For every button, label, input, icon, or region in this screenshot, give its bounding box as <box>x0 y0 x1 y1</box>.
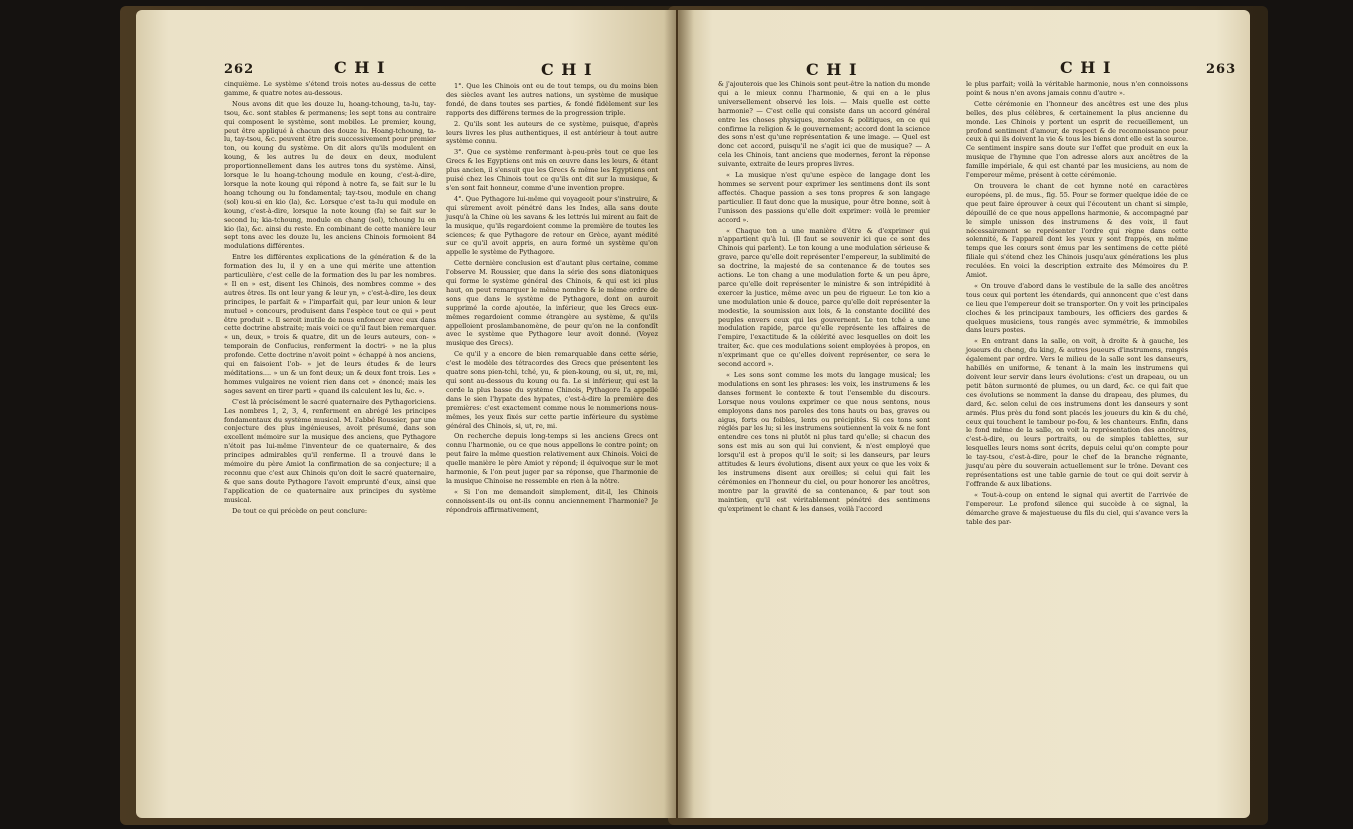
left-page <box>136 10 676 818</box>
paragraph: 4°. Que Pythagore lui-même qui voyageoit pour s'instruire, & qui sûrement avoit pénétré dans les Indes, alla sans doute jusqu'à la Chine où les savans & les lettrés lui mirent au fait de la musique, qu'ils regardoient comme la première de toutes les sciences; & que Pythagore de retour en Grèce, ayant médité sur ce qu'il avoit appris, en aura formé un système qu'on appelle le système de Pythagore. <box>446 194 658 257</box>
running-head: C H I <box>1060 58 1112 77</box>
paragraph: « En entrant dans la salle, on voit, à droite & à gauche, les joueurs du cheng, du king, & autres joueurs d'instrumens, rangés également par ordre. Vers le milieu de la salle sont les danseurs, habillés en uniforme, & tenant à la main les instrumens qui doivent leur servir dans leurs évolutions: c'est un drapeau, ou un petit bâton surmonté de plumes, ou un dard, &c. ce qui fait que ces évolutions se nomment la danse du drapeau, des plumes, du dard, &c. selon celui de ces instrumens dont les danseurs y sont armés. Plus près du fond sont placés les joueurs du kin & du ché, ceux qui touchent le tambour po-fou, & les chanteurs. Enfin, dans le fond même de la salle, on voit la représentation des ancêtres, c'est-à-dire, ou leurs portraits, ou de simples tablettes, sur lesquelles leurs noms sont écrits, depuis celui qu'on compte pour le tay-tsou, c'est-à-dire, pour le chef de la branche régnante, jusqu'au père du souverain actuellement sur le trône. Devant ces représentations est une table garnie de tout ce qui doit servir à l'offrande & aux libations. <box>966 337 1188 488</box>
paragraph: & j'ajouterois que les Chinois sont peut-être la nation du monde qui a le mieux connu l'harmonie, & qui en a le plus universellement observé les lois. — Mais quelle est cette harmonie? — C'est celle qui consiste dans un accord général entre les choses physiques, morales & politiques, en ce qui confirme la religion & le gouvernement; accord dont la science des sons n'est qu'une représentation & une image. — Quel est donc cet accord, puisqu'il ne s'agit ici que de musique? — A cela les Chinois, tant anciens que modernes, feront la réponse suivante, extraite de leurs propres livres. <box>718 80 930 169</box>
paragraph: 3°. Que ce système renfermant à-peu-près tout ce que les Grecs & les Egyptiens ont mis en œuvre dans les leurs, & étant plus ancien, il s'ensuit que les Grecs & même les Egyptiens ont puisé chez les Chinois tout ce qu'ils ont dit sur la musique, & s'en sont fait honneur, comme d'une invention propre. <box>446 148 658 192</box>
page-number: 262 <box>224 62 255 77</box>
text-column-2 <box>446 82 658 517</box>
paragraph: Cette cérémonie en l'honneur des ancêtres est une des plus belles, des plus célèbres, & certainement la plus ancienne du monde. Les Chinois y portent un esprit de recueillement, un profond sentiment d'amour, de respect & de reconnoissance pour ceux à qui ils doivent la vie & tous les biens dont elle est la source. Ce sentiment inspire sans doute sur l'effet que produit en eux la musique de l'hymne que l'on adresse alors aux ancêtres de la famille impériale, & qui est chanté par les musiciens, au nom de l'empereur même, présent à cette cérémonie. <box>966 99 1188 180</box>
book-gutter <box>664 10 694 818</box>
column-head: C H I <box>541 60 593 79</box>
text-column-1 <box>224 80 436 518</box>
paragraph: le plus parfait; voilà la véritable harmonie, nous n'en connoissons point & nous n'en avons jamais connu d'autre ». <box>966 80 1188 97</box>
paragraph: « Chaque ton a une manière d'être & d'exprimer qui n'appartient qu'à lui. (Il faut se souvenir ici que ce sont des Chinois qui parlent). Le ton koung a une modulation sérieuse & grave, parce qu'elle doit représenter l'empereur, la sublimité de sa doctrine, la majesté de sa contenance & de toutes ses actions. Le ton chang a une modulation forte & un peu âpre, parce qu'elle doit représenter le ministre & son intrépidité à exercer la justice, même avec un peu de rigueur. Le ton kio a une modulation unie & douce, parce qu'elle doit représenter la modestie, la soumission aux lois, & la constante docilité des peuples envers ceux qui les gouvernent. Le ton tché a une modulation rapide, parce qu'elle représente les affaires de l'empire, l'exactitude & la célérité avec lesquelles on doit les traiter, &c. que ces modulations soient employées à propos, en n'exprimant que ce qu'elles doivent représenter, ce sera le second accord ». <box>718 226 930 369</box>
paragraph: 1°. Que les Chinois ont eu de tout temps, ou du moins bien des siècles avant les autres nations, un système de musique fondé, de dans toutes ses parties, & fondé fidèlement sur les rapports des différens termes de la progression triple. <box>446 82 658 117</box>
paragraph: « La musique n'est qu'une espèce de langage dont les hommes se servent pour exprimer les sentimens dont ils sont affectés. Chaque passion a ses tons propres & son langage particulier. Il faut donc que la musique, pour être bonne, soit à l'unisson des passions qu'elle doit exprimer: voilà le premier accord ». <box>718 171 930 224</box>
paragraph: cinquième. Le système s'étend trois notes au-dessus de cette gamme, & quatre notes au-dessous. <box>224 80 436 97</box>
paragraph: On recherche depuis long-temps si les anciens Grecs ont connu l'harmonie, ou ce que nous appellons le contre point; on peut faire la même question relativement aux Chinois. Voici de quelle manière le père Amiot y répond; il équivoque sur le mot harmonie, & l'on peut juger par sa réponse, que l'harmonie de la musique Chinoise ne ressemble en rien à la nôtre. <box>446 432 658 485</box>
paragraph: Ce qu'il y a encore de bien remarquable dans cette série, c'est le modèle des tétracordes des Grecs que présentent les quatre sons pien-tchi, tché, yu, & pien-koung, ou si, ut, re, mi, qui sont au-dessous du koung ou fa. Le si inférieur, qui est la corde la plus basse du système Chinois, Pythagore l'a appellé dans le sien l'hypate des hypates, c'est-à-dire la première des premières: c'est exactement comme nous le nommerions nous-mêmes, les yeux fixés sur cette partie inférieure du système général des Chinois, si, ut, re, mi. <box>446 350 658 430</box>
paragraph: « On trouve d'abord dans le vestibule de la salle des ancêtres tous ceux qui portent les étendards, qui annoncent que c'est dans ce lieu que l'empereur doit se transporter. On y voit les principales cloches & les principaux tambours, les officiers des gardes & quelques musiciens, tous rangés avec symmétrie, & immobiles dans leurs postes. <box>966 281 1188 335</box>
paragraph: « Les sons sont comme les mots du langage musical; les modulations en sont les phrases: les voix, les instrumens & les danses forment le contexte & tout l'ensemble du discours. Lorsque nous voulons exprimer ce que nous sentons, nous employons dans nos paroles des tons hauts ou bas, graves ou aigus, forts ou foibles, lents ou précipités. Si ces tons sont réglés par les lu; si les instrumens soutiennent la voix & ne font entendre ces tons ni plutôt ni plus tard qu'elle; si chacun des sons est mis au son qui lui convient, & n'est employé que lorsqu'il est à propos qu'il le soit; si les danseurs, par leurs attitudes & leurs évolutions, disent aux yeux ce que les voix & les instrumens disent aux oreilles; si celui qui fait les cérémonies en l'honneur du ciel, ou pour honorer les ancêtres, montre par la gravité de sa contenance, & par tout son maintien, qu'il est véritablement pénétré des sentimens qu'expriment le chant & les danses, voilà l'accord <box>718 371 930 513</box>
paragraph: 2. Qu'ils sont les auteurs de ce système, puisque, d'après leurs livres les plus authentiques, il est antérieur à tout autre système connu. <box>446 119 658 146</box>
text-column-1 <box>718 80 930 516</box>
page-number: 263 <box>1206 62 1237 77</box>
right-page <box>678 10 1250 818</box>
paragraph: Nous avons dit que les douze lu, hoang-tchoung, ta-lu, tay-tsou, &c. sont stables & permanens; les sept tons au contraire qui composent le système, sont mobiles. Le premier, koung, peut être appliqué à chacun des douze lu. Hoang-tchoung, ta-lu, tay-tsou, &c. peuvent être pris successivement pour premier ton, ou koung du système. On dit alors qu'ils modulent en koung, & les autres lu de deux en deux, modulent proportionnellement dans les autres tons du système. Ainsi, lorsque le lu hoang-tchoung module en koung, c'est-à-dire, lorsque la note koung qui répond à notre fa, se fait sur le lu hoang tchoung ou lu fondamental; tay-tsou, module en chang (sol) kou-si en kio (la), &c. Lorsque c'est ta-lu qui module en koung, c'est-à-dire, lorsque la note koung (fa) se fait sur le second lu; kia-tchoung, module en chang (sol), tchoung lu en kio (la), &c. ainsi du reste. En combinant de cette manière leur sept tons avec les douze lu, les anciens Chinois formoient 84 modulations différentes. <box>224 99 436 251</box>
paragraph: « Si l'on me demandoit simplement, dit-il, les Chinois connoissent-ils ou ont-ils connu anciennement l'harmonie? Je répondrois affirmativement, <box>446 487 658 514</box>
paragraph: On trouvera le chant de cet hymne noté en caractères européens, pl. de mus., fig. 55. Pour se former quelque idée de ce que peut faire éprouver à ceux qui l'écoutent un chant si simple, dépouillé de ce que nous appellons harmonie, & accompagné par le simple unisson des instrumens & des voix, il faut nécessairement se représenter l'ordre qui règne dans cette solennité, & l'appareil dont les yeux y sont frappés, en même temps que les cœurs sont émus par les sentimens de cette piété filiale qui s'étend chez les Chinois jusqu'aux générations les plus reculées. En voici la description extraite des Mémoires du P. Amiot. <box>966 181 1188 280</box>
column-head: C H I <box>806 60 858 79</box>
text-column-2 <box>966 80 1188 528</box>
paragraph: C'est là précisément le sacré quaternaire des Pythagoriciens. Les nombres 1, 2, 3, 4, renferment en abrégé les principes fondamentaux du système musical. M. l'abbé Roussier, par une conjecture des plus ingénieuses, avoit présumé, dans son excellent mémoire sur la musique des anciens, que Pythagore n'étoit pas lui-même l'inventeur de ce quaternaire, & des principes admirables qu'il renferme. Il a trouvé dans le mémoire du père Amiot la confirmation de sa conjecture; il a reconnu que c'est aux Chinois qu'on doit le sacré quaternaire, & que sans doute Pythagore l'avoit emprunté d'eux, ainsi que l'application de ce quaternaire aux principes du système musical. <box>224 397 436 504</box>
paragraph: Entre les différentes explications de la génération & de la formation des lu, il y en a une qui mérite une attention particulière, c'est celle de la formation des lu par les nombres. « Il en » est, disent les Chinois, des nombres comme » des autres êtres. Ils ont leur yang & leur yn, » c'est-à-dire, les deux principes, le parfait & » l'imparfait qui, par leur union & leur mutuel » concours, produisent dans l'espèce tout ce qui » peut être produit ». Il seroit inutile de nous enfoncer avec eux dans cette doctrine abstraite; mais voici ce qu'il faut bien remarquer. « un, deux, » trois & quatre, dit un de leurs auteurs, con- » temporain de Confucius, renferment la doctri- » ne la plus profonde. Cette doctrine n'avoit point » échappé à nos anciens, qui en faisoient l'ob- » jet de leurs études & de leurs méditations.... » un & un font deux; un & deux font trois. Les » hommes vulgaires ne voient rien dans cet » énoncé; mais les sages savent en tirer parti » quand ils calculent les lu, &c. ». <box>224 253 436 395</box>
running-head: C H I <box>334 58 386 77</box>
paragraph: De tout ce qui précède on peut conclure: <box>232 506 368 515</box>
paragraph: « Tout-à-coup on entend le signal qui avertit de l'arrivée de l'empereur. Le profond silence qui succède à ce signal, la démarche grave & majestueuse du fils du ciel, qui s'avance vers la table des par- <box>966 490 1188 526</box>
paragraph: Cette dernière conclusion est d'autant plus certaine, comme l'observe M. Roussier, que dans la série des sons diatoniques qui forme le système général des Chinois, & qui est ici plus haut, on peut remarquer le même nombre & le même ordre de sons que dans le système de Pythagore, dont on auroit supprimé la corde ajoutée, la inférieur, que les Grecs eux-mêmes regardoient comme étrangère au système, & qu'ils appelloient proslambanomène, de peur qu'on ne la confondît avec le système que Pythagore leur avoit donné. (Voyez musique des Grecs). <box>446 259 658 348</box>
